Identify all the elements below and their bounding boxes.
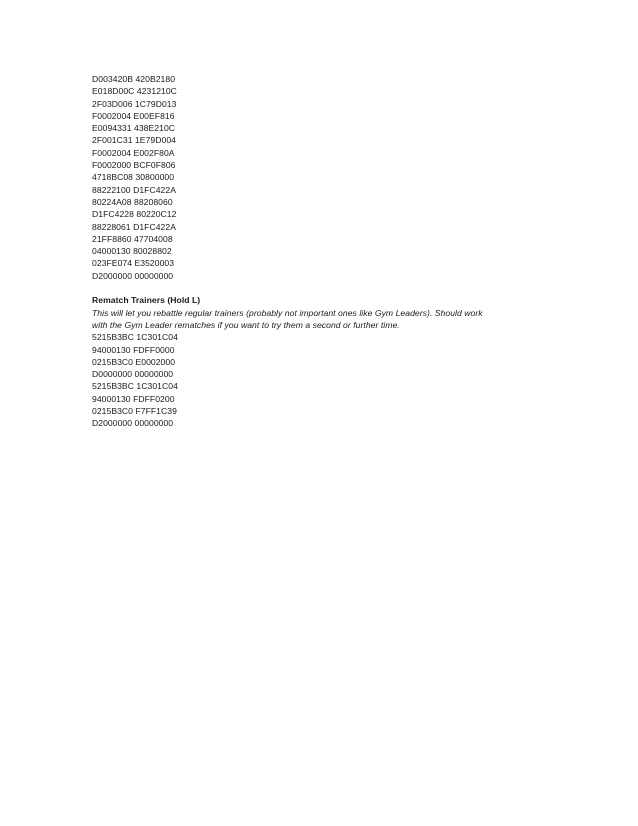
code-line: 04000130 80028802 — [92, 246, 172, 257]
code-line: D2000000 00000000 — [92, 418, 174, 429]
code-line: 023FE074 E3520003 — [92, 258, 175, 269]
code-line: D2000000 00000000 — [92, 270, 174, 281]
code-line: D0000000 00000000 — [92, 369, 174, 380]
section-description: This will let you rebattle regular trainers (probably not important ones like Gym Leaders). Should work — [92, 307, 483, 318]
code-line: 5215B3BC 1C301C04 — [92, 381, 178, 392]
code-line: D003420B 420B2180 — [92, 74, 176, 84]
code-block-1 — [92, 73, 562, 282]
code-line: 88222100 D1FC422A — [92, 184, 176, 195]
code-line: 94000130 FDFF0000 — [92, 344, 175, 355]
code-line: 2F001C31 1E79D004 — [92, 135, 176, 146]
code-line: 94000130 FDFF0200 — [92, 393, 175, 404]
code-line: D1FC4228 80220C12 — [92, 209, 177, 220]
code-line: 21FF8860 47704008 — [92, 233, 173, 244]
code-line: E0094331 438E210C — [92, 123, 176, 134]
code-line: F0002004 E002F80A — [92, 147, 175, 158]
document-content — [92, 73, 562, 430]
code-line: 2F03D006 1C79D013 — [92, 98, 177, 109]
code-line: 80224A08 88208060 — [92, 196, 173, 207]
code-line: 0215B3C0 E0002000 — [92, 356, 176, 367]
code-line: E018D00C 4231210C — [92, 86, 177, 97]
code-line: 5215B3BC 1C301C04 — [92, 332, 178, 343]
code-line: 0215B3C0 F7FF1C39 — [92, 406, 177, 417]
section-heading: Rematch Trainers (Hold L) — [92, 295, 201, 306]
code-line: 88228061 D1FC422A — [92, 221, 176, 232]
section-spacer — [92, 282, 562, 294]
code-line: F0002000 BCF0F806 — [92, 160, 176, 171]
code-line: F0002004 E00EF816 — [92, 110, 175, 121]
code-block-2 — [92, 294, 562, 429]
section-description: with the Gym Leader rematches if you want to try them a second or further time. — [92, 319, 400, 330]
code-line: 4718BC08 30800000 — [92, 172, 175, 183]
